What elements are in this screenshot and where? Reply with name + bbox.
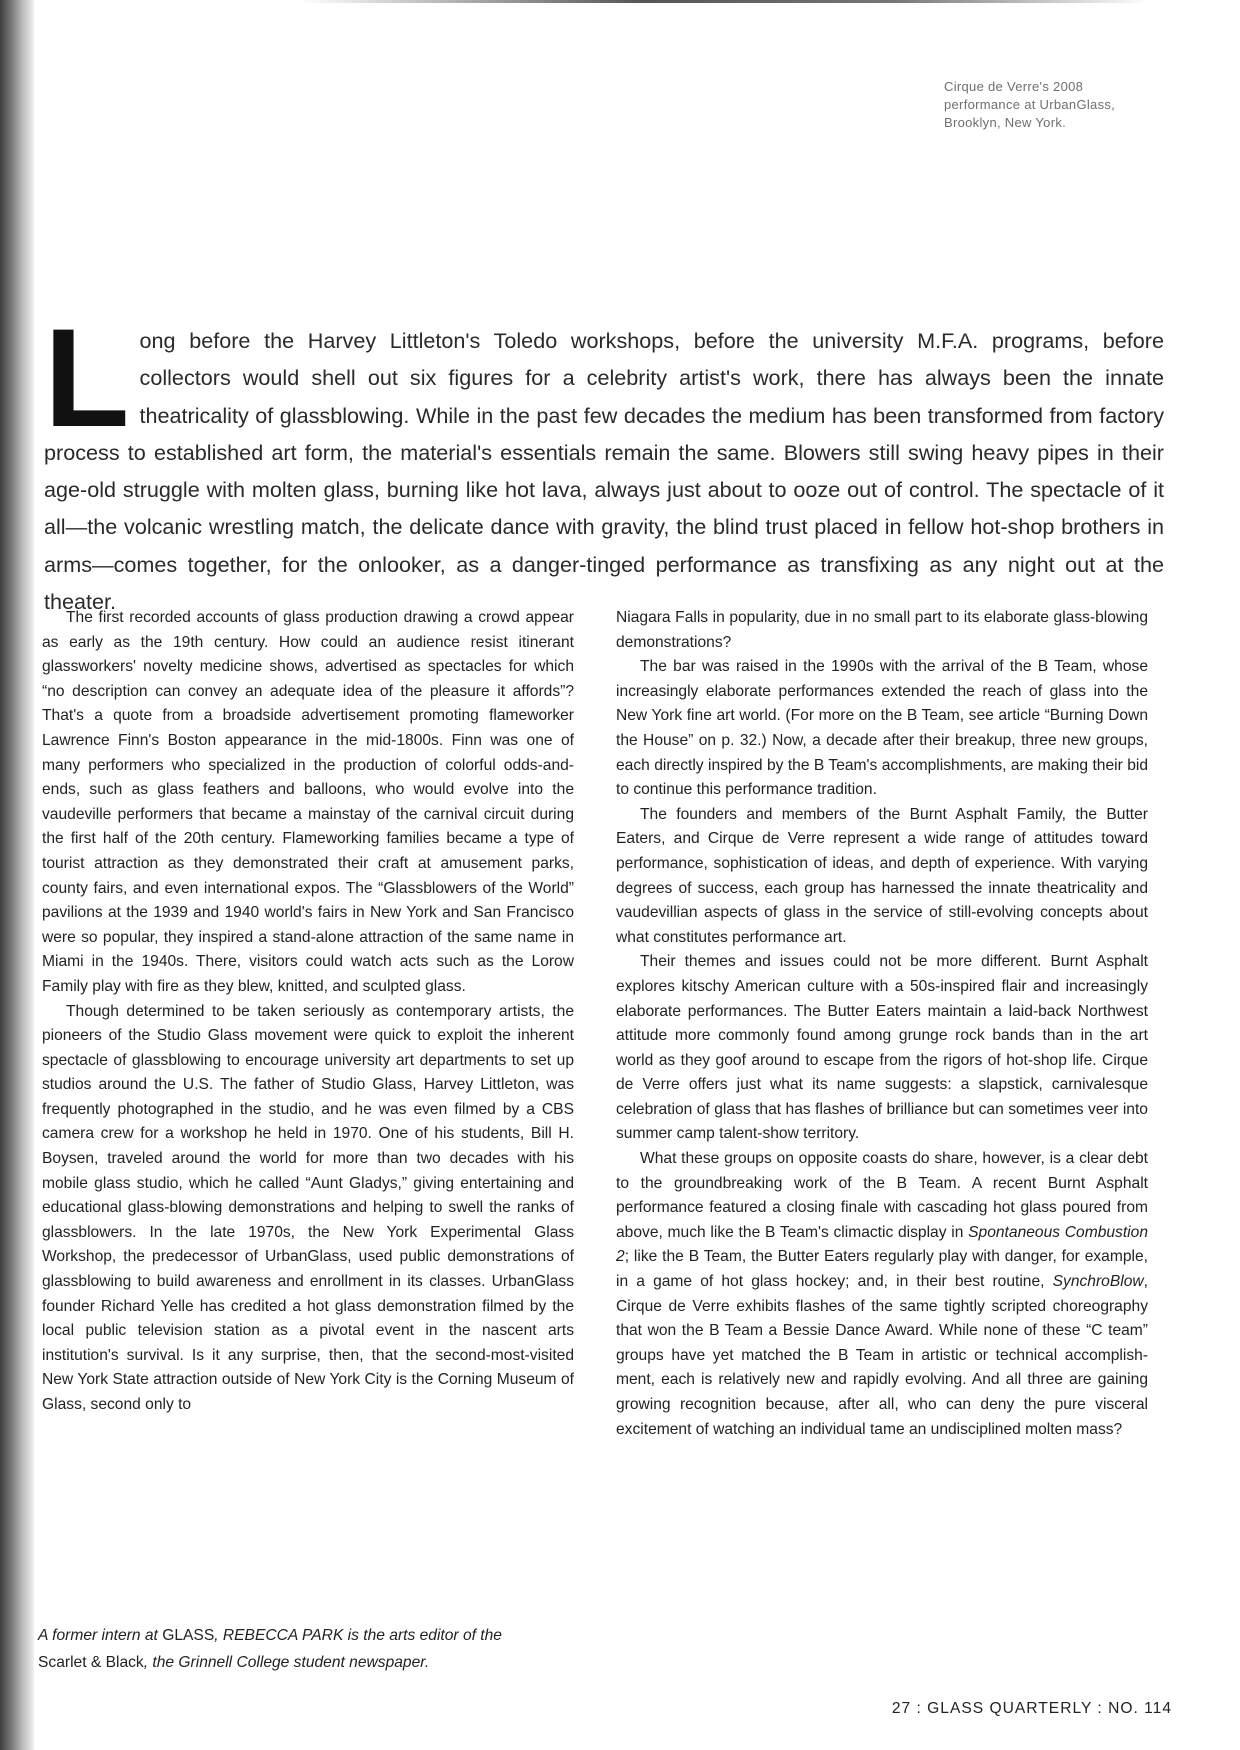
work-title: SynchroBlow: [1052, 1273, 1144, 1291]
binding-shadow: [0, 0, 34, 1750]
photo-caption-line: Brooklyn, New York.: [944, 115, 1067, 130]
bio-text: A former intern at: [38, 1627, 163, 1644]
body-paragraph: Their themes and issues could not be more different. Burnt Asphalt explores kitschy American culture with a 50s-inspired flair and increasingly elaborate performances. The Butter Eaters maintain a laid-back Northwest attitude more commonly found among grunge rock bands than in the art world as they goof around to escape from the rigors of hot-shop life. Cirque de Verre offers just what its name suggests: a slapstick, carnivalesque celebration of glass that has flashes of brilliance but can sometimes veer into summer camp talent-show territory.: [616, 953, 1148, 1143]
body-paragraph: The first recorded accounts of glass production drawing a crowd appear as early as the 19th century. How could an audience resist itinerant glassworkers' novelty medicine shows, advertised as spectacles for which “no description can convey an adequate idea of the pleasure it affords”? That's a quote from a broadside advertisement promoting flameworker Lawrence Finn's Boston appearance in the mid-1800s. Finn was one of many performers who specialized in the production of colorful odds-and-ends, such as glass feathers and balloons, who would evolve into the vaudeville performers that became a mainstay of the carnival circuit during the first half of the 20th century. Flameworking families became a type of tourist attraction as they demonstrated their craft at amusement parks, county fairs, and even international expos. The “Glassblowers of the World” pavilions at the 1939 and 1940 world's fairs in New York and San Francisco were so popular, they inspired a stand-alone attraction of the same name in Miami in the 1940s. There, visitors could watch acts such as the Lorow Family play with fire as they blew, knitted, and sculpted glass.: [42, 609, 574, 995]
photo-caption-line: Cirque de Verre's 2008: [944, 79, 1084, 94]
body-paragraph-continuation: Niagara Falls in popularity, due in no small part to its elaborate glass-blowing demonstrations?: [616, 609, 1148, 651]
bio-text: , REBECCA PARK is the arts editor of the: [214, 1627, 502, 1644]
body-paragraph: Though determined to be taken seriously as contemporary artists, the pioneers of the Studio Glass movement were quick to exploit the inherent spectacle of glassblowing to encourage university art departments to set up studios around the U.S. The father of Studio Glass, Harvey Littleton, was frequently photographed in the studio, and he was even filmed by a CBS camera crew for a workshop he held in 1970. One of his students, Bill H. Boysen, traveled around the world for more than two decades with his mobile glass studio, which he called “Aunt Gladys,” giving entertaining and educational glass-blowing demonstrations and helping to swell the ranks of glassblowers. In the late 1970s, the New York Experimental Glass Workshop, the predecessor of UrbanGlass, used public demonstrations of glassblowing to build awareness and enrollment in its classes. UrbanGlass founder Richard Yelle has credited a hot glass demonstration filmed by the local public television station as a pivotal event in the nascent arts institution's survival. Is it any surprise, then, that the second-most-visited New York State attraction outside of New York City is the Corning Museum of Glass, second only to: [42, 1002, 574, 1413]
body-paragraph: The bar was raised in the 1990s with the arrival of the B Team, whose increasingly elaborate performances extended the reach of glass into the New York fine art world. (For more on the B Team, see article “Burning Down the House” on p. 32.) Now, a decade after their breakup, three new groups, each directly inspired by the B Team's accomplishments, are making their bid to continue this performance tradition.: [616, 658, 1148, 799]
text-run: ; like the B Team, the Butter Eaters regularly play with danger, for example, in a game of hot glass hockey; and, in their best routine,: [616, 1248, 1148, 1291]
drop-cap: L: [44, 299, 130, 456]
newspaper-name: Scarlet & Black: [38, 1654, 144, 1671]
text-run: , Cirque de Verre exhibits flashes of the same tightly scripted choreography that won the B Team a Bessie Dance Award. While none of these “C team” groups have yet matched the B Team in artistic or technical accomplish-ment, each is relatively new and rapidly evolving. And all three are gaining growing recognition because, after all, who can deny the pure visceral excitement of watching an individual tame an undisciplined molten mass?: [616, 1273, 1148, 1438]
top-edge-rule: [300, 0, 1150, 3]
body-paragraph: The founders and members of the Burnt Asphalt Family, the Butter Eaters, and Cirque de Verre represent a wide range of attitudes toward performance, sophistication of ideas, and depth of experience. With varying degrees of success, each group has harnessed the innate theatricality and vaudevillian aspects of glass in the service of still-evolving concepts about what constitutes performance art.: [616, 805, 1148, 946]
intro-paragraph: [44, 299, 1164, 620]
bio-text: , the Grinnell College student newspaper.: [143, 1654, 430, 1671]
magazine-name: GLASS: [162, 1627, 215, 1644]
author-bio: [38, 1622, 598, 1676]
left-column: [42, 606, 574, 1418]
photo-caption: [944, 78, 1184, 132]
page-folio: 27 : GLASS QUARTERLY : NO. 114: [891, 1700, 1172, 1717]
work-title: Spontaneous Combustion 2: [616, 1223, 1148, 1266]
photo-caption-line: performance at UrbanGlass,: [944, 97, 1116, 112]
text-run: What these groups on opposite coasts do share, however, is a clear debt to the groundbreaking work of the B Team. A recent Burnt Asphalt performance featured a closing finale with cascading hot glass poured from above, much like the B Team's climactic display in: [616, 1150, 1148, 1241]
intro-text: ong before the Harvey Littleton's Toledo workshops, before the university M.F.A. programs, before collectors would shell out six figures for a celebrity artist's work, there has always been the innate theatricality of glassblowing. While in the past few decades the medium has been transformed from factory process to established art form, the material's essentials remain the same. Blowers still swing heavy pipes in their age-old struggle with molten glass, burning like hot lava, always just about to ooze out of control. The spectacle of it all—the volcanic wrestling match, the delicate dance with gravity, the blind trust placed in fellow hot-shop brothers in arms—comes together, for the onlooker, as a danger-tinged performance as transfixing as any night out at the theater.: [44, 328, 1164, 615]
right-column: [616, 606, 1148, 1442]
body-paragraph: [616, 1147, 1148, 1442]
